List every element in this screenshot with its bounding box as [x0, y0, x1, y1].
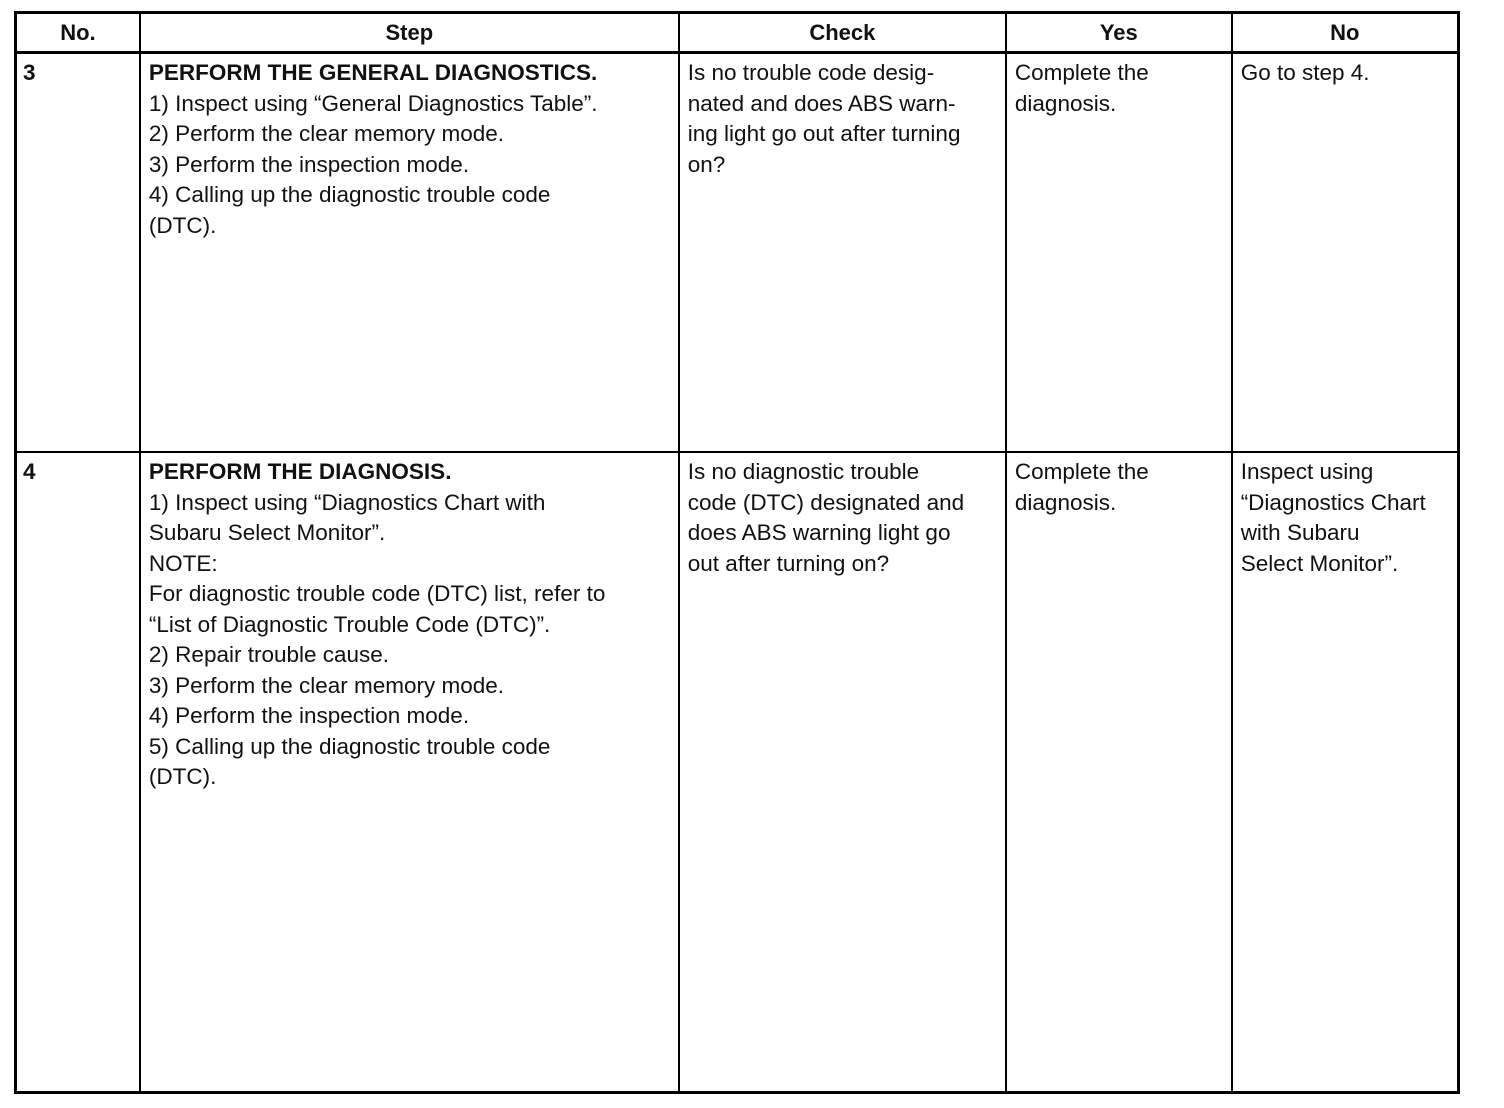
step-line: 4) Perform the inspection mode.	[148, 703, 470, 729]
step-number: 3	[16, 53, 140, 453]
step-line: (DTC).	[148, 764, 217, 790]
step-line: 3) Perform the clear memory mode.	[148, 672, 505, 698]
check-line: Is no diagnostic trouble	[687, 459, 920, 485]
check-line: ing light go out after turning	[687, 121, 961, 146]
step-line: 4) Calling up the diagnostic trouble code	[148, 182, 551, 207]
check-line: Is no trouble code desig-	[687, 60, 935, 85]
header-check: Check	[679, 13, 1006, 53]
diagnostics-table	[14, 11, 1460, 1094]
yes-line: Complete the	[1014, 60, 1149, 85]
no-line: “Diagnostics Chart	[1240, 489, 1426, 515]
step-line: Subaru Select Monitor”.	[148, 520, 386, 546]
no-cell	[1232, 53, 1459, 453]
step-cell	[140, 53, 679, 453]
no-line: Select Monitor”.	[1240, 550, 1399, 576]
header-row	[16, 13, 1459, 53]
no-line: Go to step 4.	[1240, 60, 1370, 85]
step-line: 1) Inspect using “Diagnostics Chart with	[148, 489, 546, 515]
step-line: 1) Inspect using “General Diagnostics Table”.	[148, 90, 598, 116]
header-no-result: No	[1232, 13, 1459, 53]
check-cell	[679, 452, 1006, 1092]
yes-line: Complete the	[1014, 459, 1149, 485]
no-line: Inspect using	[1240, 459, 1374, 485]
yes-cell	[1006, 452, 1232, 1092]
no-cell	[1232, 452, 1459, 1092]
step-line: 2) Repair trouble cause.	[148, 642, 390, 668]
step-line: 3) Perform the inspection mode.	[148, 151, 470, 177]
header-step: Step	[140, 13, 679, 53]
step-line: For diagnostic trouble code (DTC) list, refer to	[148, 581, 606, 607]
check-cell	[679, 53, 1006, 453]
header-no: No.	[16, 13, 140, 53]
step-title: PERFORM THE GENERAL DIAGNOSTICS.	[148, 60, 598, 85]
table-row	[16, 53, 1459, 453]
table-row	[16, 452, 1459, 1092]
step-line: (DTC).	[148, 212, 217, 238]
step-line: 5) Calling up the diagnostic trouble code	[148, 733, 551, 759]
yes-line: diagnosis.	[1014, 489, 1117, 515]
step-title: PERFORM THE DIAGNOSIS.	[148, 459, 452, 485]
check-line: nated and does ABS warn-	[687, 90, 956, 116]
step-line: 2) Perform the clear memory mode.	[148, 121, 505, 146]
check-line: on?	[687, 151, 726, 177]
step-line: NOTE:	[148, 550, 218, 576]
no-line: with Subaru	[1240, 520, 1360, 546]
header-yes: Yes	[1006, 13, 1232, 53]
step-cell	[140, 452, 679, 1092]
step-line: “List of Diagnostic Trouble Code (DTC)”.	[148, 611, 551, 637]
check-line: code (DTC) designated and	[687, 489, 965, 515]
check-line: out after turning on?	[687, 550, 890, 576]
yes-cell	[1006, 53, 1232, 453]
step-number: 4	[16, 452, 140, 1092]
yes-line: diagnosis.	[1014, 90, 1117, 116]
check-line: does ABS warning light go	[687, 520, 951, 546]
